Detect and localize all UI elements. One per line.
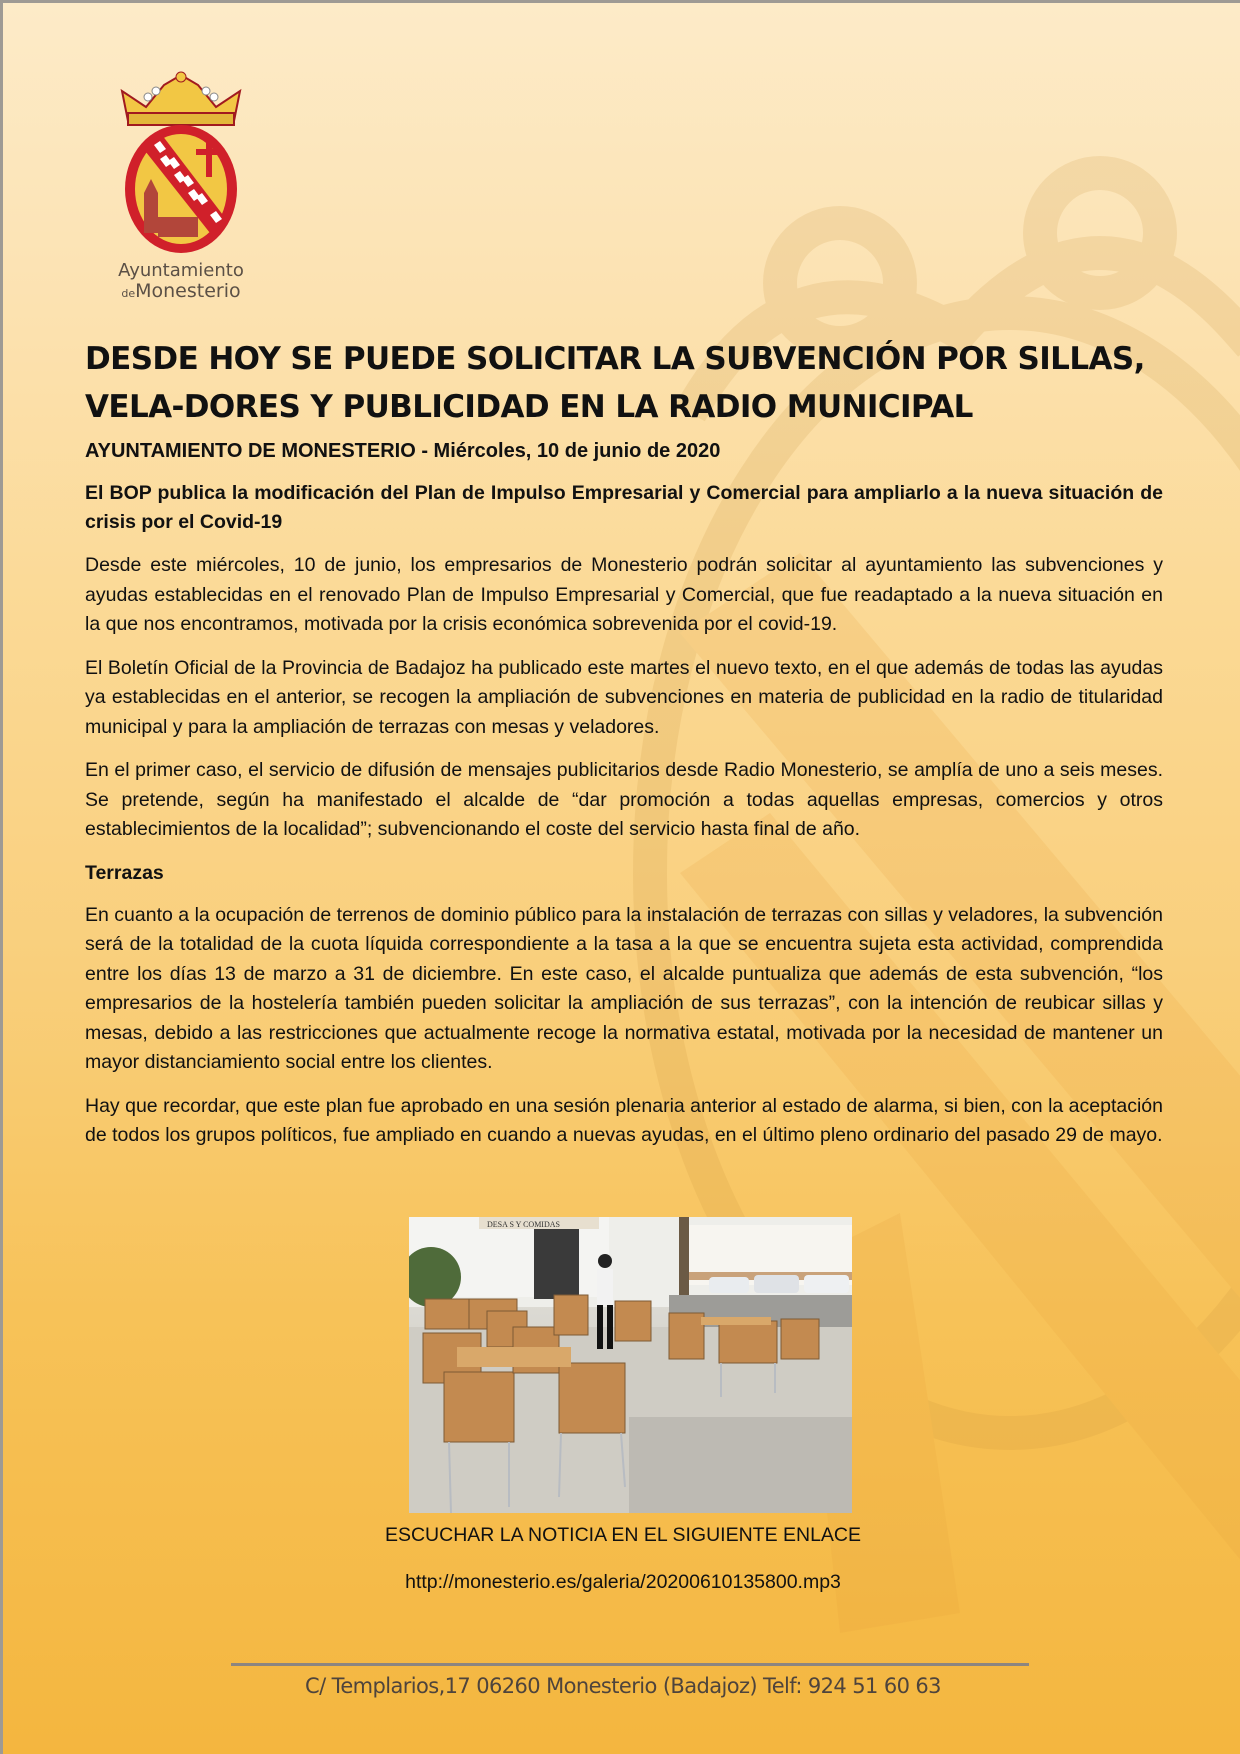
logo-text-town: Monesterio (135, 280, 241, 302)
footer-address: C/ Templarios,17 06260 Monesterio (Badajoz) Telf: 924 51 60 63 (305, 1674, 941, 1698)
article-title: DESDE HOY SE PUEDE SOLICITAR LA SUBVENCIÓN POR SILLAS, VELA-DORES Y PUBLICIDAD EN LA RADIO MUNICIPAL (85, 341, 1145, 425)
section-heading-terrazas: Terrazas (85, 861, 164, 884)
article-paragraph: El Boletín Oficial de la Provincia de Badajoz ha publicado este martes el nuevo texto, en el que además de todas las ayudas ya establecidas en el anterior, se recogen la ampliación de subvenciones en materia de publicidad en la radio de titularidad municipal y para la ampliación de terrazas con mesas y veladores. (85, 656, 1163, 738)
logo-text-de: de (121, 287, 136, 300)
photo-shop-sign: DESA S Y COMIDAS (487, 1220, 560, 1229)
article-body (85, 335, 1163, 1165)
audio-link[interactable]: http://monesterio.es/galeria/20200610135800.mp3 (405, 1571, 841, 1593)
photo-illustration (409, 1217, 852, 1513)
listen-label: ESCUCHAR LA NOTICIA EN EL SIGUIENTE ENLACE (384, 1524, 862, 1546)
footer-divider (231, 1663, 1029, 1666)
article-paragraph: Hay que recordar, que este plan fue aprobado en una sesión plenaria anterior al estado de alarma, si bien, con la aceptación de todos los grupos políticos, fue ampliado en cuando a nuevas ayudas, en el último pleno ordinario del pasado 29 de mayo. (85, 1094, 1163, 1146)
article-paragraph: En cuanto a la ocupación de terrenos de dominio público para la instalación de terrazas con sillas y veladores, la subvención será de la totalidad de la cuota líquida correspondiente a la tasa a la que se encuentra sujeta esta actividad, comprendida entre los días 13 de marzo a 31 de diciembre. En este caso, el alcalde puntualiza que además de esta subvención, “los empresarios de la hostelería también pueden solicitar la ampliación de sus terrazas”, con la intención de reubicar sillas y mesas, debido a las restricciones que actualmente recoge la normativa estatal, motivada por la necesidad de mantener un mayor distanciamiento social entre los clientes. (85, 903, 1163, 1073)
article-lead: El BOP publica la modificación del Plan de Impulso Empresarial y Comercial para ampliarlo a la nueva situación de crisis por el Covid-19 (85, 482, 1163, 533)
municipal-logo (111, 69, 251, 302)
article-paragraph: En el primer caso, el servicio de difusión de mensajes publicitarios desde Radio Monesterio, se amplía de uno a seis meses. Se pretende, según ha manifestado el alcalde de “dar promoción a todas aquellas empresas, comercios y otros establecimientos de la localidad”; subvencionando el coste del servicio hasta final de año. (85, 759, 1163, 840)
article-paragraph: Desde este miércoles, 10 de junio, los empresarios de Monesterio podrán solicitar al ayuntamiento las subvenciones y ayudas establecidas en el renovado Plan de Impulso Empresarial y Comercial, que fue readaptado a la nueva situación en la que nos encontramos, motivada por la crisis económica sobrevenida por el covid-19. (85, 554, 1163, 635)
coat-of-arms-icon (114, 69, 248, 255)
logo-text-monesterio (111, 281, 251, 304)
article-byline: AYUNTAMIENTO DE MONESTERIO - Miércoles, 10 de junio de 2020 (85, 440, 721, 462)
logo-text-ayuntamiento: Ayuntamiento (118, 260, 244, 281)
terrace-photo (409, 1217, 852, 1513)
